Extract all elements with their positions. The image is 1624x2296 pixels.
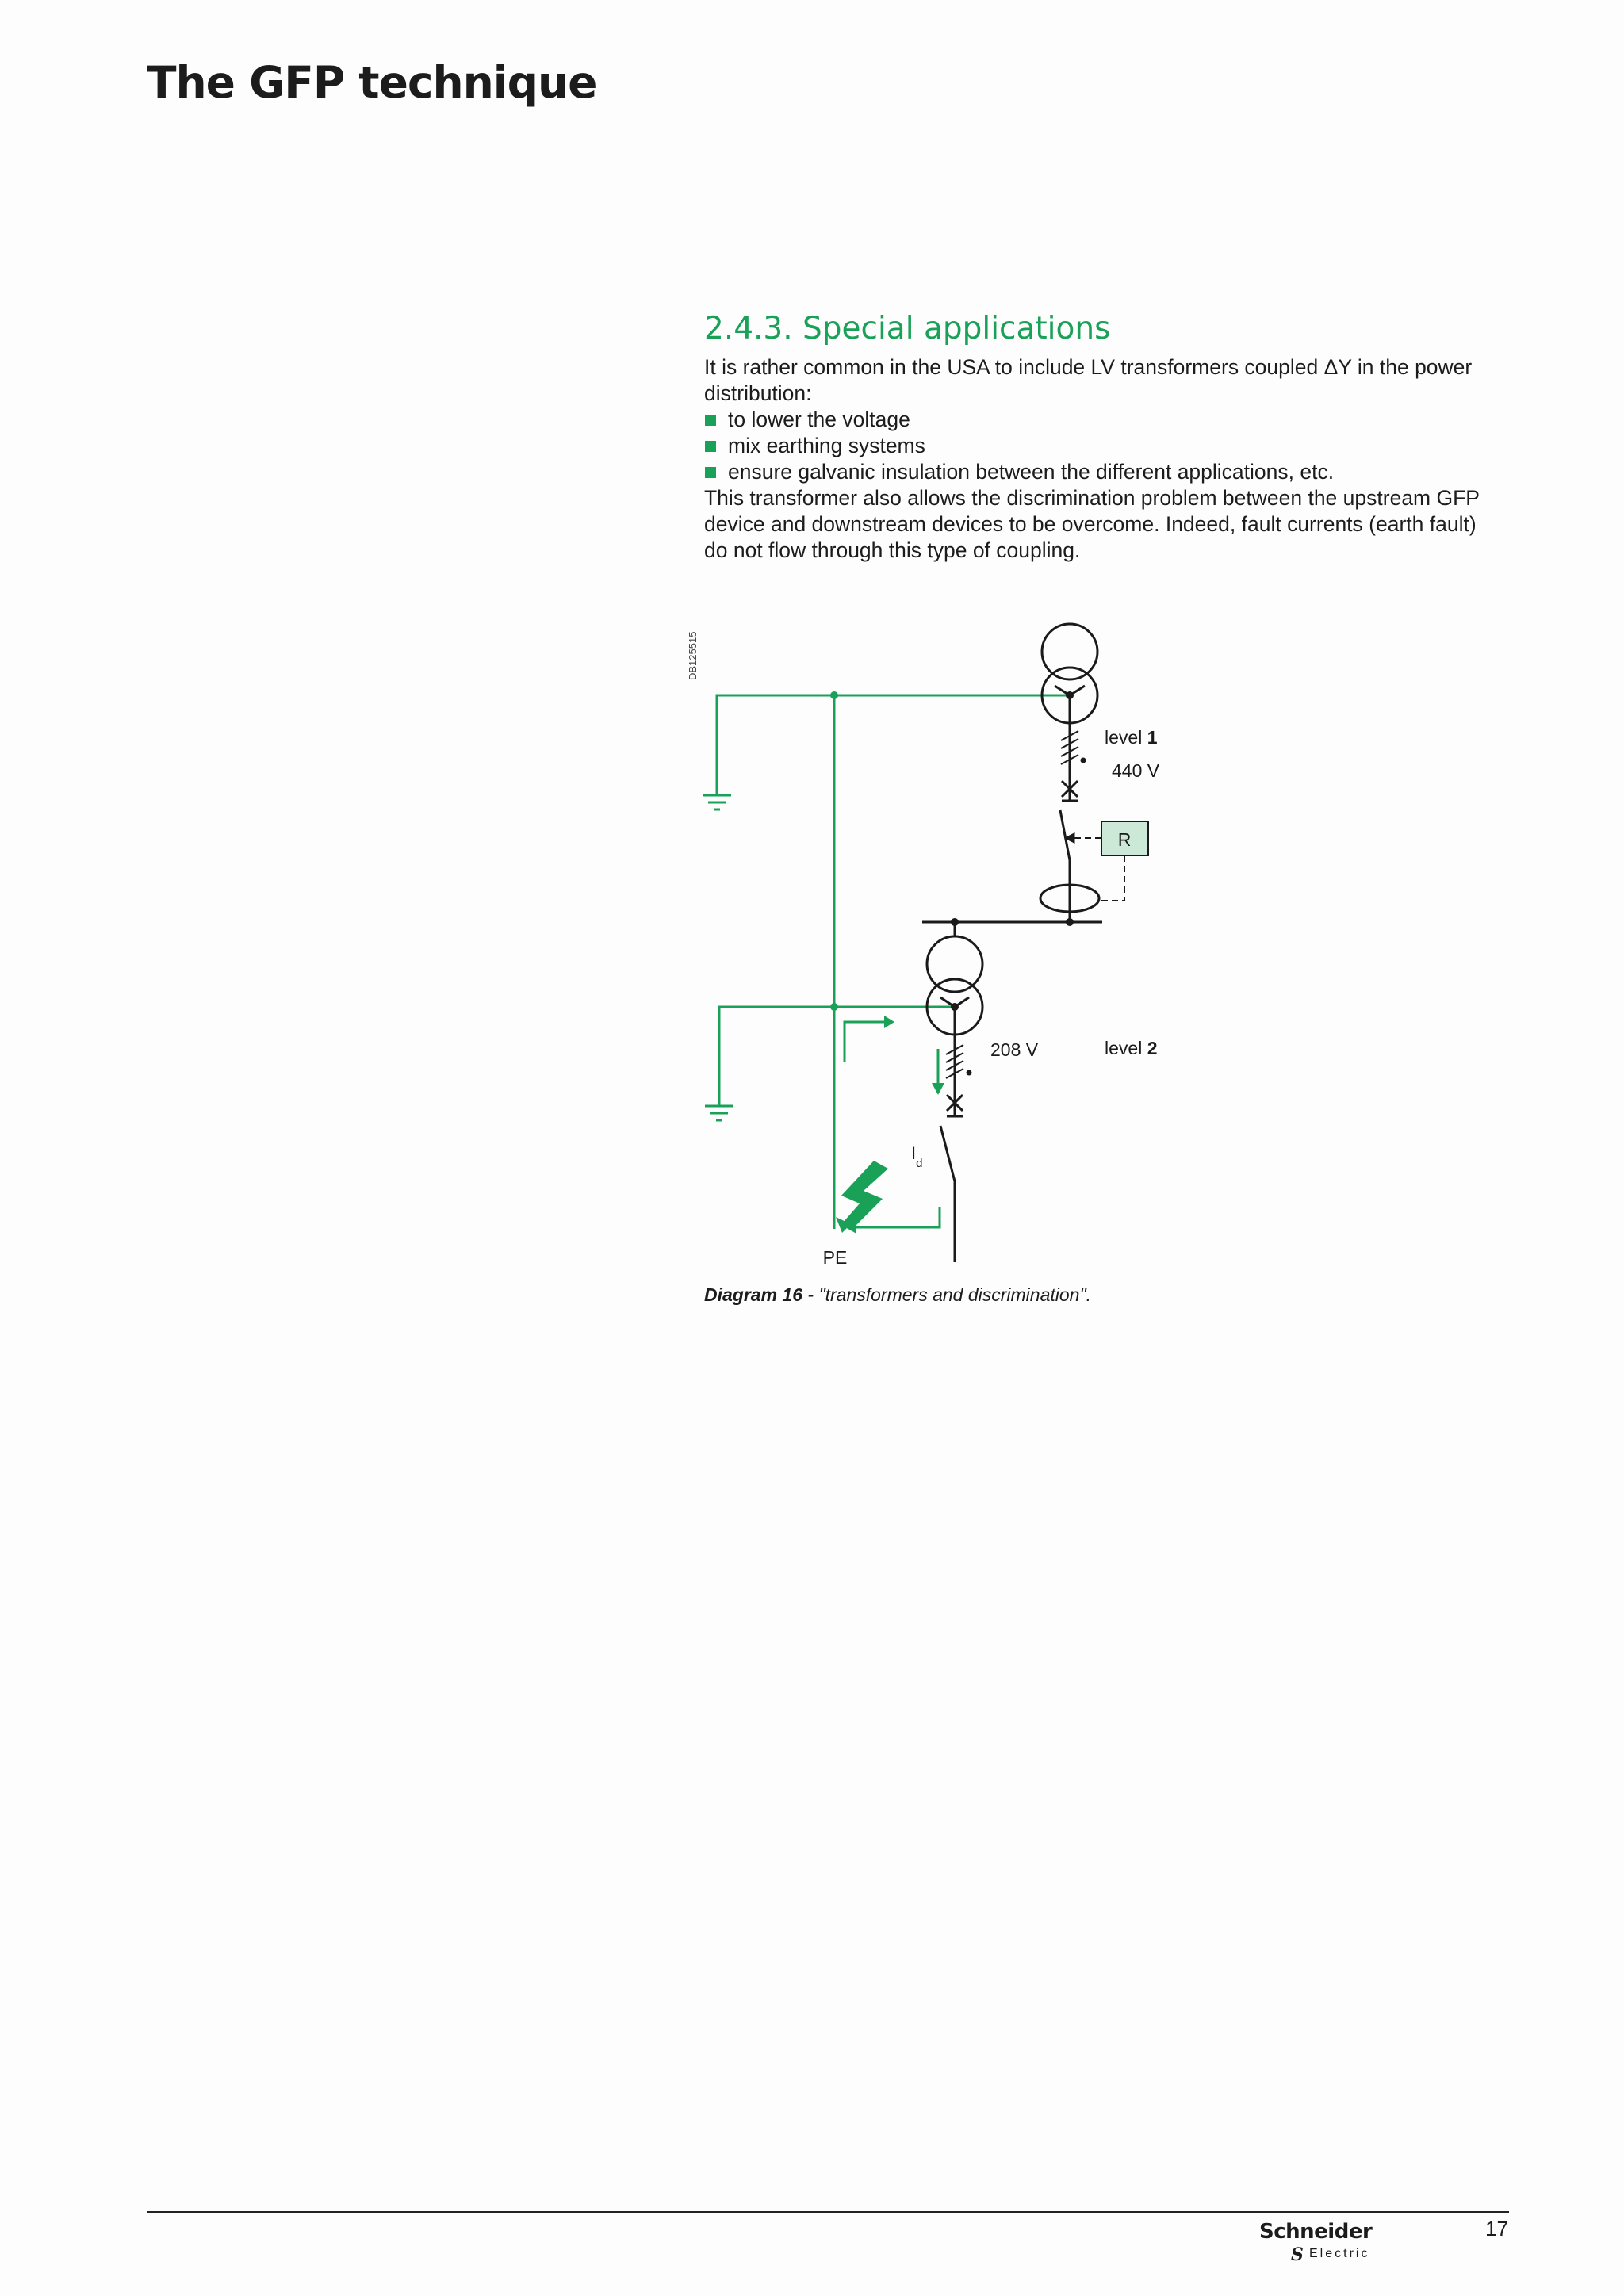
breaker-1 [1060,712,1078,922]
transformer-diagram [674,610,1229,1276]
neutral-point [1066,691,1074,699]
footer-divider [147,2211,1509,2213]
closing-paragraph: This transformer also allows the discrimination problem between the upstream GFP device and downstream devices to be overcome. Indeed, fault currents (earth fault) do not flow through this type of coupling. [704,486,1480,562]
voltage1-label: 440 V [1112,760,1160,781]
bullet-item: mix earthing systems [704,433,1505,459]
diagram-ref-code: DB125515 [687,631,699,680]
breaker-2 [940,1023,963,1262]
intro-paragraph: It is rather common in the USA to include LV transformers coupled ΔY in the power distribution: [704,355,1473,405]
pe-label: PE [822,1247,848,1268]
fault-current-label: $I_d$ [911,1143,923,1170]
voltage2-label: 208 V [990,1039,1039,1060]
transformer-2 [927,922,982,1035]
junction-dot [830,1003,838,1011]
junction-dot [1066,918,1074,926]
earth-network [717,695,1071,1229]
arrow-head-icon [884,1016,894,1028]
level2-label: level 2 [1105,1038,1158,1058]
bullet-item: ensure galvanic insulation between the different applications, etc. [704,459,1505,485]
diagram-caption [704,1284,1091,1306]
junction-dot [830,691,838,699]
page-number: 17 [1485,2217,1508,2241]
transformer-1 [1042,624,1097,723]
contact-dot [967,1070,972,1076]
caption-text: - "transformers and discrimination". [802,1284,1092,1305]
neutral-point [951,1003,959,1011]
ground-symbol [703,795,731,809]
ground-symbol [705,1106,733,1120]
page-title: The GFP technique [147,57,597,108]
lightning-fault-icon [841,1161,888,1230]
level1-label: level 1 [1105,727,1158,748]
logo-mark-icon: S [1291,2244,1304,2265]
caption-number: Diagram 16 [704,1284,803,1305]
schneider-logo [1257,2220,1384,2267]
logo-subtext: Electric [1309,2247,1370,2260]
bullet-list [704,407,1505,485]
relay-sensor-link [1099,855,1124,901]
arrow-head-icon [932,1083,944,1095]
bullet-item: to lower the voltage [704,407,1505,433]
contact-dot [1081,758,1086,763]
section-body [704,354,1505,564]
relay-label: R [1117,829,1132,850]
section-heading: 2.4.3. Special applications [704,311,1111,346]
logo-brand: Schneider [1259,2220,1373,2244]
